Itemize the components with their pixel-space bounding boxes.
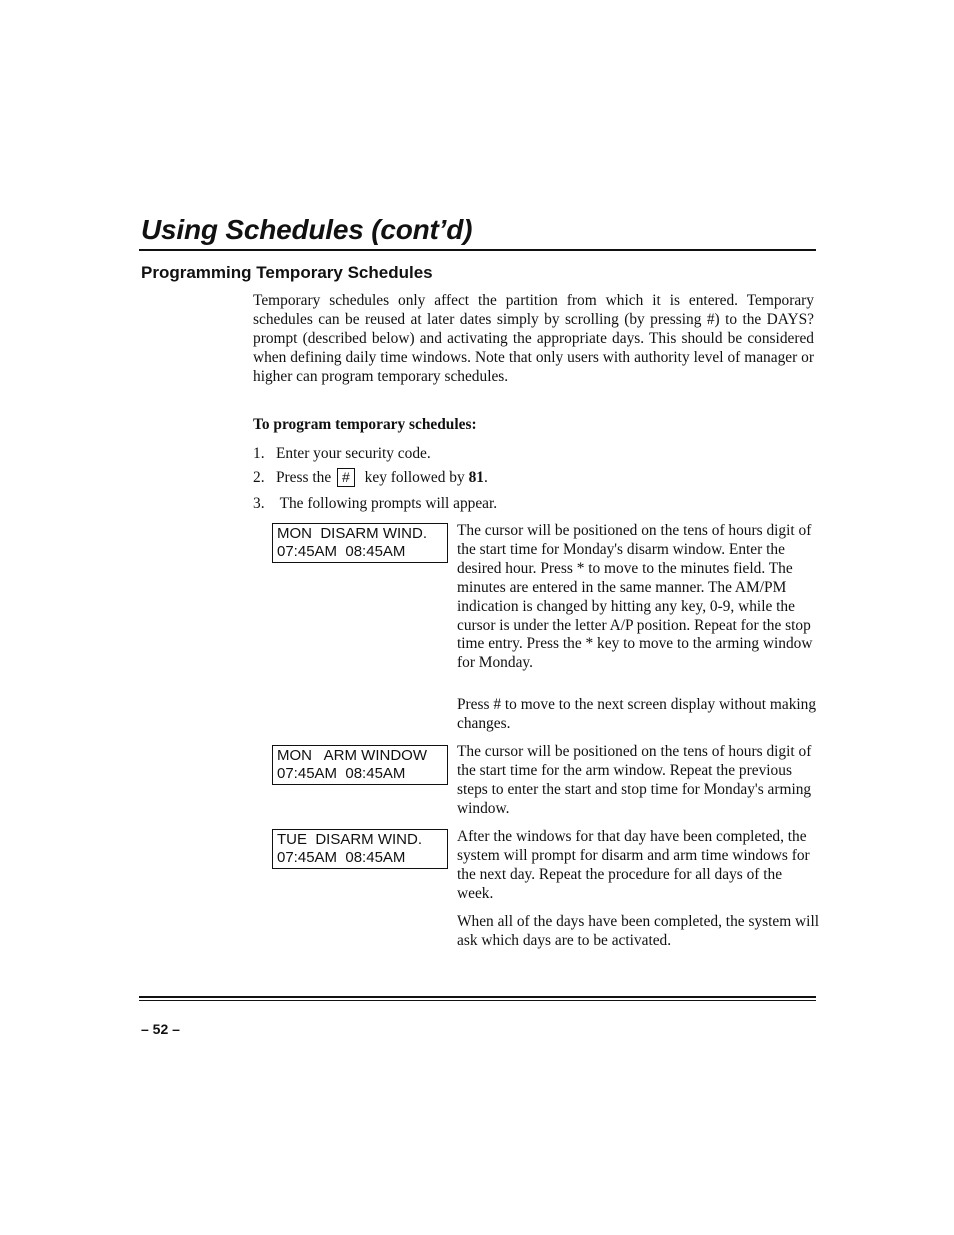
- pound-key: #: [337, 468, 355, 487]
- step-number: 1.: [253, 445, 265, 462]
- step-text: key followed by: [364, 469, 465, 486]
- lcd-display-mon-arm: [272, 745, 448, 785]
- footer-rule-thin: [139, 1000, 816, 1001]
- lcd-display-mon-disarm: [272, 523, 448, 563]
- page-title: Using Schedules (cont’d): [141, 214, 473, 245]
- step-3: [253, 494, 497, 513]
- step-number: 2.: [253, 469, 265, 486]
- prompt-description: The cursor will be positioned on the tens of hours digit of the start time for Monday's disarm window. Enter the desired hour. Press * to move to the minutes field. The minutes are entered in the same manner. The AM/PM indication is changed by hitting any key, 0-9, while the cursor is under the letter A/P position. Repeat for the stop time entry. Press the * key to move to the arming window for Monday.: [457, 522, 813, 672]
- lcd-line-1: MON ARM WINDOW: [277, 747, 427, 764]
- step-number: 3.: [253, 495, 265, 512]
- lcd-line-1: MON DISARM WIND.: [277, 525, 427, 542]
- prompt-description: After the windows for that day have been completed, the system will prompt for disarm and arm time windows for the next day. Repeat the procedure for all days of the week.: [457, 828, 810, 902]
- lcd-line-2: 07:45AM 08:45AM: [277, 765, 406, 782]
- title-rule: [139, 249, 816, 251]
- step-1: [253, 444, 431, 463]
- step-end: .: [483, 469, 488, 486]
- prompt-description: When all of the days have been completed, the system will ask which days are to be activated.: [457, 913, 819, 949]
- prompt-description: The cursor will be positioned on the tens of hours digit of the start time for the arm window. Repeat the previous steps to enter the start and stop time for Monday's arming window.: [457, 743, 812, 817]
- lcd-line-1: TUE DISARM WIND.: [277, 831, 422, 848]
- step-2: [253, 468, 488, 487]
- step-text: Press the: [276, 469, 332, 486]
- page-number: – 52 –: [141, 1021, 180, 1037]
- command-code: 81: [468, 469, 484, 486]
- lcd-line-2: 07:45AM 08:45AM: [277, 543, 406, 560]
- step-text: Enter your security code.: [276, 445, 431, 462]
- lcd-display-tue-disarm: [272, 829, 448, 869]
- prompt-description: Press # to move to the next screen display without making changes.: [457, 696, 817, 732]
- procedure-heading: To program temporary schedules:: [253, 416, 477, 433]
- step-text: The following prompts will appear.: [276, 495, 498, 512]
- intro-paragraph: Temporary schedules only affect the partition from which it is entered. Temporary schedules can be reused at later dates simply by scrolling (by pressing #) to the DAYS? prompt (described below) and activating the appropriate days. This should be considered when defining daily time windows. Note that only users with authority level of manager or higher can program temporary schedules.: [253, 292, 814, 385]
- section-heading: Programming Temporary Schedules: [141, 263, 433, 282]
- lcd-line-2: 07:45AM 08:45AM: [277, 849, 406, 866]
- footer-rule: [139, 996, 816, 998]
